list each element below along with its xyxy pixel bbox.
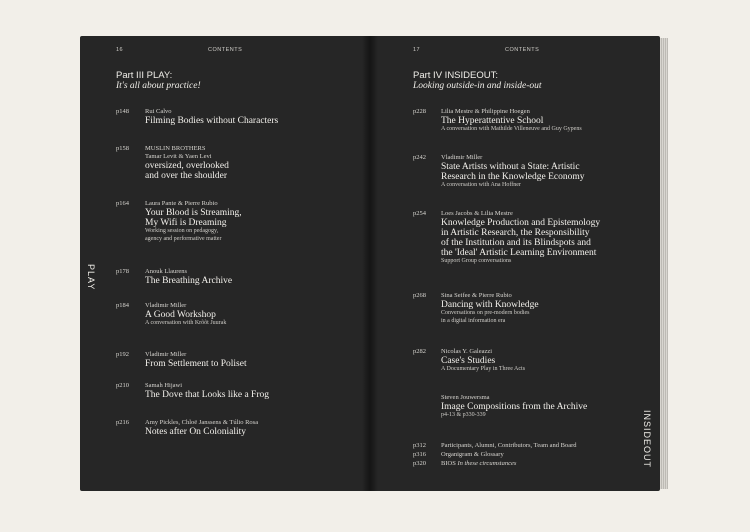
entry-note: in a digital information era: [441, 317, 506, 324]
misc-title[interactable]: [441, 460, 516, 468]
entry-title: Image Compositions from the Archive: [441, 402, 588, 412]
entry-title: A Good Workshop: [145, 310, 216, 320]
entry-author: Lilia Mestre & Philippine Hoegen: [441, 108, 530, 115]
entry-page: p178: [116, 268, 129, 275]
entry-note: Conversations on pre-modern bodies: [441, 310, 530, 316]
entry-title: and over the shoulder: [145, 171, 228, 181]
entry-title: oversized, overlooked: [145, 161, 229, 171]
entry-page: p164: [116, 200, 129, 207]
entry-author: Vladimir Miller: [441, 154, 483, 161]
right-page: [370, 36, 660, 491]
entry-title: From Settlement to Poliset: [145, 359, 247, 369]
entry-title: My Wifi is Dreaming: [145, 218, 227, 228]
entry-author: Sina Seifee & Pierre Rubio: [441, 292, 512, 299]
entry-page: p148: [116, 108, 129, 115]
entry-author: Vladimir Miller: [145, 302, 187, 309]
entry-author: Samah Hijawi: [145, 382, 183, 389]
entry-author: Rui Calvo: [145, 108, 172, 115]
entry-note: Support Group conversations: [441, 258, 512, 264]
page-edges: [660, 38, 668, 489]
entry-page: p282: [413, 348, 426, 355]
part-title-right: Part IV INSIDEOUT:: [413, 70, 498, 81]
entry-title: Your Blood is Streaming,: [145, 208, 242, 218]
entry-author: Laura Pante & Pierre Rubio: [145, 200, 218, 207]
entry-title: Filming Bodies without Characters: [145, 116, 279, 126]
entry-author: Nicolas Y. Galeazzi: [441, 348, 493, 355]
section-side-label-right: INSIDEOUT: [642, 410, 652, 469]
entry-author: Tamar Levit & Yaen Levi: [145, 153, 212, 160]
part-subtitle-left: It's all about practice!: [116, 81, 201, 91]
entry-title: Knowledge Production and Epistemology: [441, 218, 601, 228]
entry-page: p184: [116, 302, 129, 309]
misc-title-main: BIOS: [441, 460, 456, 467]
entry-title: The Breathing Archive: [145, 276, 233, 286]
entry-page: p192: [116, 351, 129, 358]
entry-title: Research in the Knowledge Economy: [441, 172, 585, 182]
entry-title: The Dove that Looks like a Frog: [145, 390, 270, 400]
entry-note: p4-13 & p330-339: [441, 412, 486, 418]
entry-page: p158: [116, 145, 129, 152]
entry-note: A Documentary Play in Three Acts: [441, 366, 526, 372]
entry-title: Dancing with Knowledge: [441, 300, 539, 310]
entry-title: The Hyperattentive School: [441, 116, 544, 126]
entry-author: Steven Jouwersma: [441, 394, 490, 401]
entry-page: p228: [413, 108, 426, 115]
open-book: [80, 36, 660, 491]
entry-page: p210: [116, 382, 129, 389]
entry-author: MUSLIN BROTHERS: [145, 145, 206, 152]
entry-author: Vladimir Miller: [145, 351, 187, 358]
misc-title[interactable]: Participants, Alumni, Contributors, Team and Board: [441, 442, 577, 449]
misc-page: p316: [413, 451, 426, 458]
entry-title: of the Institution and its Blindspots and: [441, 238, 591, 248]
page-number-right: 17: [413, 47, 421, 53]
entry-note: agency and performative matter: [145, 235, 222, 242]
misc-page: p312: [413, 442, 426, 449]
book-gutter: [362, 36, 378, 491]
part-title-left: Part III PLAY:: [116, 70, 173, 81]
running-head-left: CONTENTS: [208, 47, 243, 53]
entry-title: Case's Studies: [441, 356, 496, 366]
entry-title: State Artists without a State: Artistic: [441, 162, 580, 172]
entry-author: Anouk Llaurens: [145, 268, 188, 275]
entry-note: A conversation with Krõõt Juurak: [145, 320, 227, 326]
misc-page: p320: [413, 460, 426, 467]
entry-title: in Artistic Research, the Responsibility: [441, 228, 590, 238]
section-side-label-left: PLAY: [86, 264, 96, 291]
misc-title-italic: In these circumstances: [457, 460, 517, 467]
left-page: [80, 36, 370, 491]
entry-page: p254: [413, 210, 426, 217]
entry-author: Loes Jacobs & Lilia Mestre: [441, 210, 513, 217]
part-subtitle-right: Looking outside-in and inside-out: [413, 81, 542, 91]
entry-page: p268: [413, 292, 426, 299]
entry-author: Amy Pickles, Chloë Janssens & Túlio Rosa: [145, 419, 259, 426]
page-number-left: 16: [116, 47, 124, 53]
entry-note: A conversation with Mathilde Villeneuve and Guy Gypens: [441, 126, 582, 132]
entry-title: Notes after On Coloniality: [145, 427, 247, 437]
entry-page: p216: [116, 419, 129, 426]
entry-note: Working session on pedagogy,: [145, 228, 219, 234]
misc-title[interactable]: Organigram & Glossary: [441, 451, 504, 458]
entry-title: the 'Ideal' Artistic Learning Environment: [441, 248, 597, 258]
entry-page: p242: [413, 154, 426, 161]
entry-note: A conversation with Ana Hoffner: [441, 182, 521, 188]
running-head-right: CONTENTS: [505, 47, 540, 53]
